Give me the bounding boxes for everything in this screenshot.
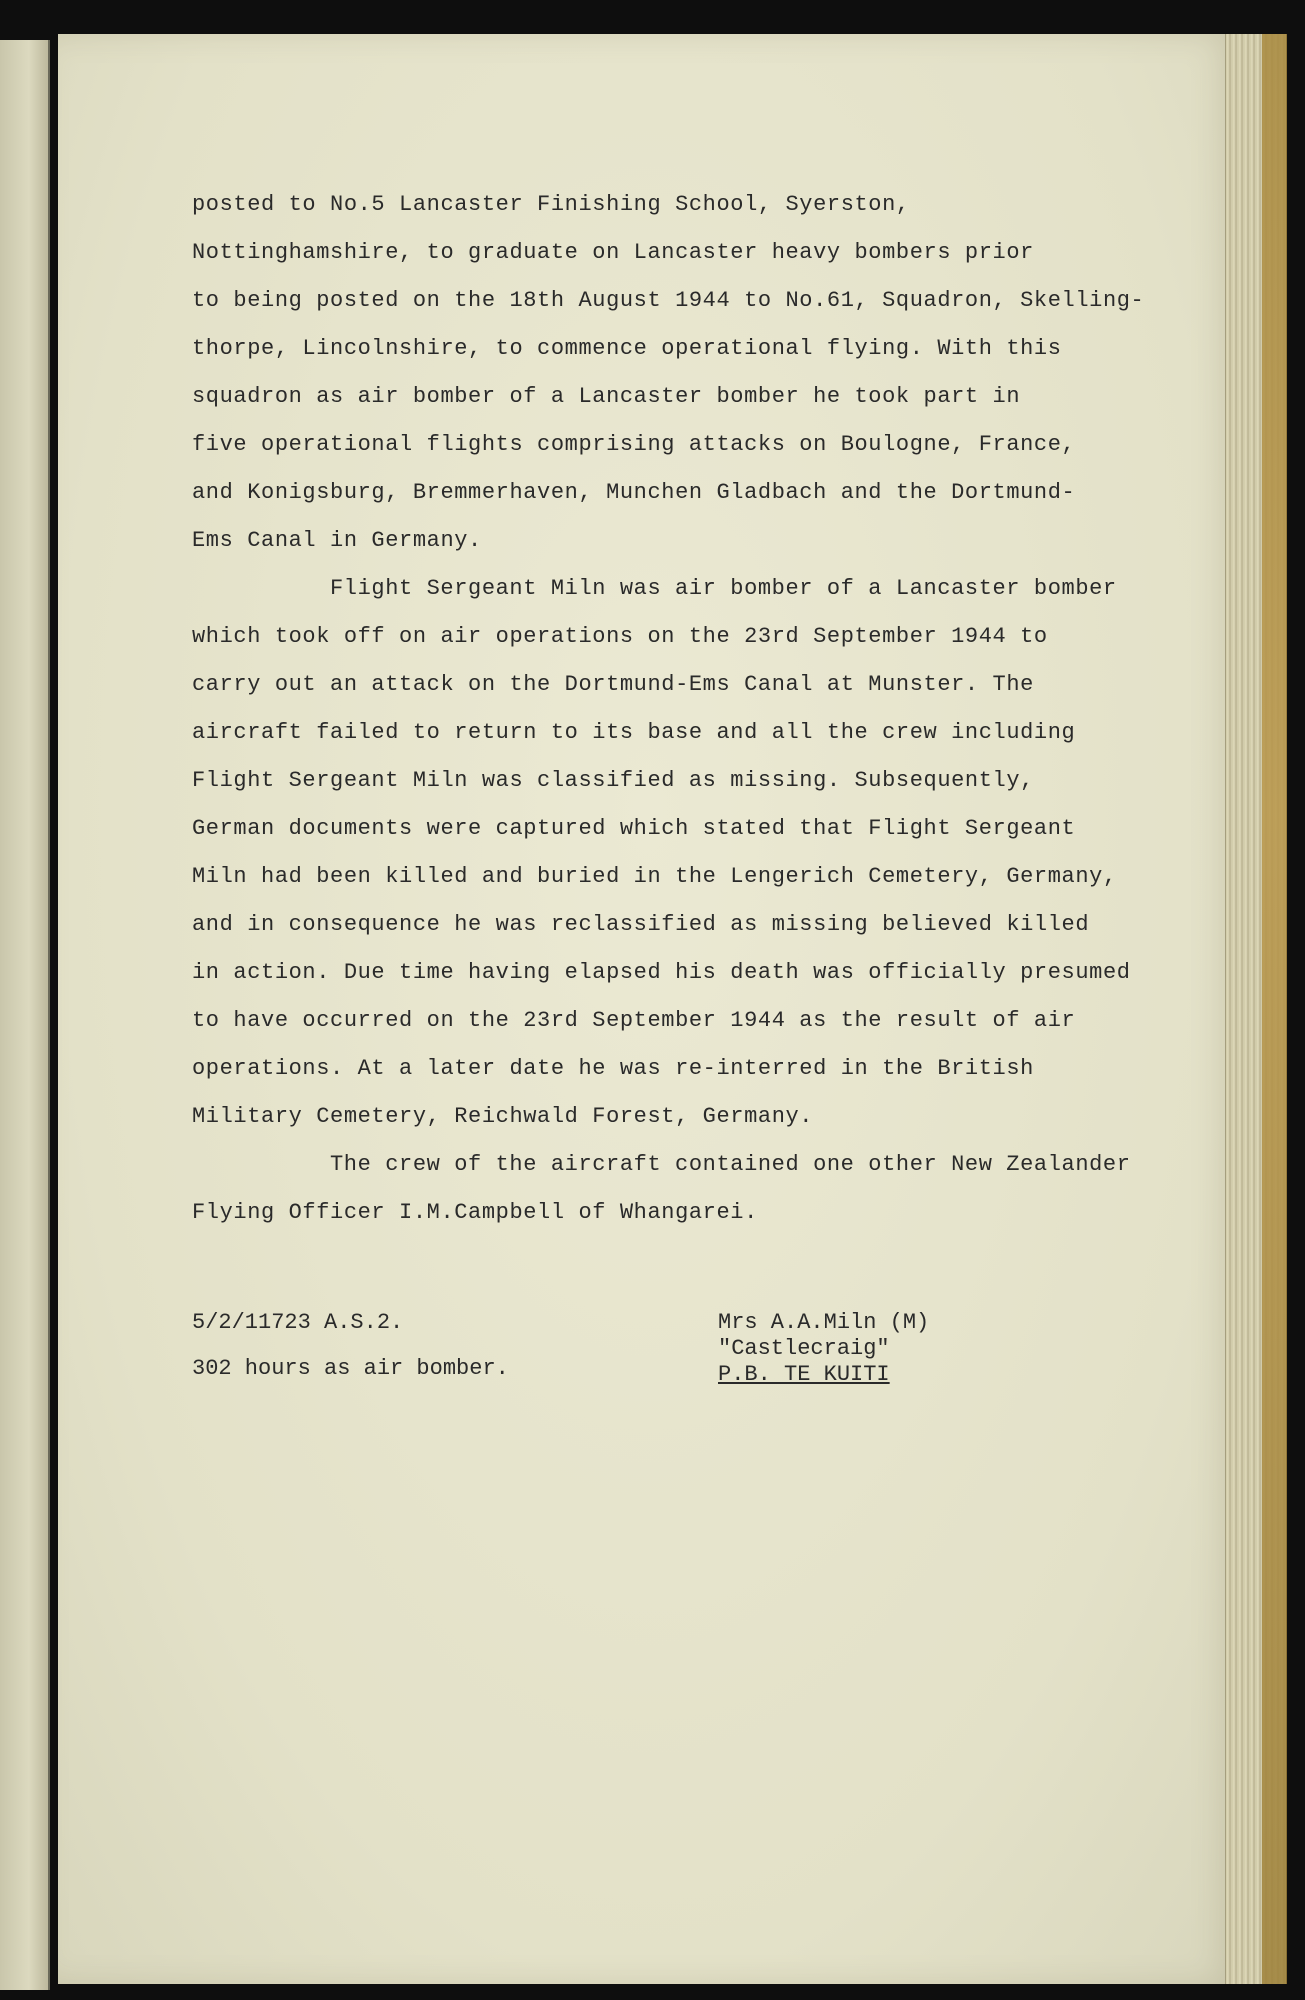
text-line-12: aircraft failed to return to its base and all the crew including (192, 720, 1076, 745)
text-line-18: to have occurred on the 23rd September 1944 as the result of air (192, 1008, 1076, 1033)
facing-page-edge (0, 40, 50, 1990)
text-line-19: operations. At a later date he was re-interred in the British (192, 1056, 1034, 1081)
text-line-11: carry out an attack on the Dortmund-Ems Canal at Munster. The (192, 672, 1034, 697)
text-line-13: Flight Sergeant Miln was classified as missing. Subsequently, (192, 768, 1034, 793)
text-line-7: and Konigsburg, Bremmerhaven, Munchen Gladbach and the Dortmund- (192, 480, 1076, 505)
next-of-kin-address: P.B. TE KUITI (718, 1362, 890, 1387)
text-line-9: Flight Sergeant Miln was air bomber of a Lancaster bomber (330, 576, 1117, 601)
text-line-5: squadron as air bomber of a Lancaster bomber he took part in (192, 384, 1021, 409)
text-line-6: five operational flights comprising attacks on Boulogne, France, (192, 432, 1076, 457)
text-line-20: Military Cemetery, Reichwald Forest, Germany. (192, 1104, 814, 1129)
flying-hours: 302 hours as air bomber. (192, 1356, 509, 1381)
text-line-17: in action. Due time having elapsed his death was officially presumed (192, 960, 1131, 985)
text-line-15: Miln had been killed and buried in the Lengerich Cemetery, Germany, (192, 864, 1117, 889)
text-line-4: thorpe, Lincolnshire, to commence operational flying. With this (192, 336, 1062, 361)
text-line-10: which took off on air operations on the 23rd September 1944 to (192, 624, 1048, 649)
text-line-8: Ems Canal in Germany. (192, 528, 482, 553)
file-reference: 5/2/11723 A.S.2. (192, 1310, 404, 1335)
text-line-22: Flying Officer I.M.Campbell of Whangarei. (192, 1200, 758, 1225)
next-of-kin-house: "Castlecraig" (718, 1336, 890, 1361)
text-line-1: posted to No.5 Lancaster Finishing School, Syerston, (192, 192, 910, 217)
next-of-kin-name: Mrs A.A.Miln (M) (718, 1310, 930, 1335)
text-line-16: and in consequence he was reclassified as missing believed killed (192, 912, 1090, 937)
text-line-21: The crew of the aircraft contained one other New Zealander (330, 1152, 1131, 1177)
text-line-2: Nottinghamshire, to graduate on Lancaster heavy bombers prior (192, 240, 1034, 265)
binding-edge (1262, 34, 1287, 1984)
text-line-14: German documents were captured which stated that Flight Sergeant (192, 816, 1076, 841)
text-line-3: to being posted on the 18th August 1944 to No.61, Squadron, Skelling- (192, 288, 1145, 313)
